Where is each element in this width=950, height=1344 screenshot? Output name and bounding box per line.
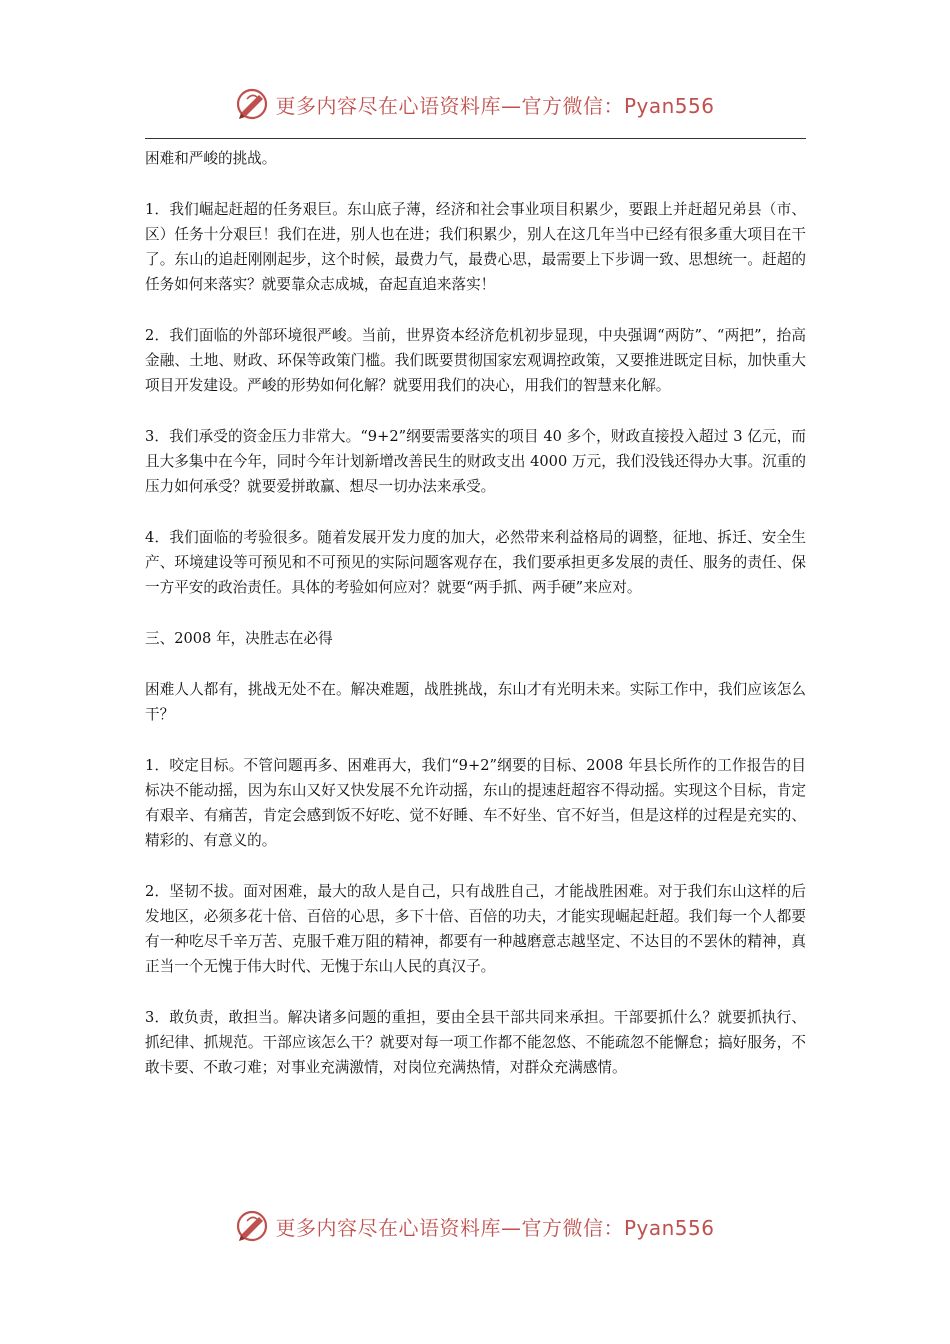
- paragraph: 1．咬定目标。不管问题再多、困难再大，我们“9+2”纲要的目标、2008 年县长所作的工作报告的目标决不能动摇，因为东山又好又快发展不允许动摇，东山的提速赶超容不得动摇。实现这个目标，肯定有艰辛、有痛苦，肯定会感到饭不好吃、觉不好睡、车不好坐、官不好当，但是这样的过程是充实的、精彩的、有意义的。: [145, 757, 806, 849]
- footer-banner-text: 更多内容尽在心语资料库—官方微信：Pyan556: [275, 1215, 715, 1240]
- page-footer-banner: [0, 1208, 950, 1244]
- paragraph: 3．敢负责，敢担当。解决诸多问题的重担，要由全县干部共同来承担。干部要抓什么？就要抓执行、抓纪律、抓规范。干部应该怎么干？就要对每一项工作都不能忽悠、不能疏忽不能懈怠；搞好服务，不敢卡要、不敢刁难；对事业充满激情，对岗位充满热情，对群众充满感情。: [145, 1009, 806, 1076]
- header-divider: [145, 138, 806, 139]
- document-body: [145, 146, 806, 1106]
- section-heading: 三、2008 年，决胜志在必得: [145, 630, 333, 647]
- paragraph: 4．我们面临的考验很多。随着发展开发力度的加大，必然带来利益格局的调整，征地、拆迁、安全生产、环境建设等可预见和不可预见的实际问题客观存在，我们要承担更多发展的责任、服务的责任、保一方平安的政治责任。具体的考验如何应对？就要“两手抓、两手硬”来应对。: [145, 529, 806, 596]
- paragraph: 困难和严峻的挑战。: [145, 150, 277, 167]
- paragraph: 3．我们承受的资金压力非常大。“9+2”纲要需要落实的项目 40 多个，财政直接投入超过 3 亿元，而且大多集中在今年，同时今年计划新增改善民生的财政支出 4000 万元，我们没钱还得办大事。沉重的压力如何承受？就要爱拼敢赢、想尽一切办法来承受。: [145, 428, 806, 495]
- paragraph: 1．我们崛起赶超的任务艰巨。东山底子薄，经济和社会事业项目积累少，要跟上并赶超兄弟县（市、区）任务十分艰巨！我们在进，别人也在进；我们积累少，别人在这几年当中已经有很多重大项目在干了。东山的追赶刚刚起步，这个时候，最费力气，最费心思，最需要上下步调一致、思想统一。赶超的任务如何来落实？就要靠众志成城，奋起直追来落实！: [145, 201, 806, 293]
- header-banner-text: 更多内容尽在心语资料库—官方微信：Pyan556: [275, 93, 715, 118]
- paragraph: 困难人人都有，挑战无处不在。解决难题，战胜挑战，东山才有光明未来。实际工作中，我们应该怎么干？: [145, 681, 806, 723]
- page-header-banner: [0, 86, 950, 122]
- paragraph: 2．坚韧不拔。面对困难，最大的敌人是自己，只有战胜自己，才能战胜困难。对于我们东山这样的后发地区，必须多花十倍、百倍的心思，多下十倍、百倍的功夫，才能实现崛起赶超。我们每一个人都要有一种吃尽千辛万苦、克服千难万阻的精神，都要有一种越磨意志越坚定、不达目的不罢休的精神，真正当一个无愧于伟大时代、无愧于东山人民的真汉子。: [145, 883, 806, 975]
- pen-logo-icon: [235, 1209, 269, 1243]
- paragraph: 2．我们面临的外部环境很严峻。当前，世界资本经济危机初步显现，中央强调“两防”、“两把”，抬高金融、土地、财政、环保等政策门槛。我们既要贯彻国家宏观调控政策，又要推进既定目标，加快重大项目开发建设。严峻的形势如何化解？就要用我们的决心，用我们的智慧来化解。: [145, 327, 806, 394]
- pen-logo-icon: [235, 87, 269, 121]
